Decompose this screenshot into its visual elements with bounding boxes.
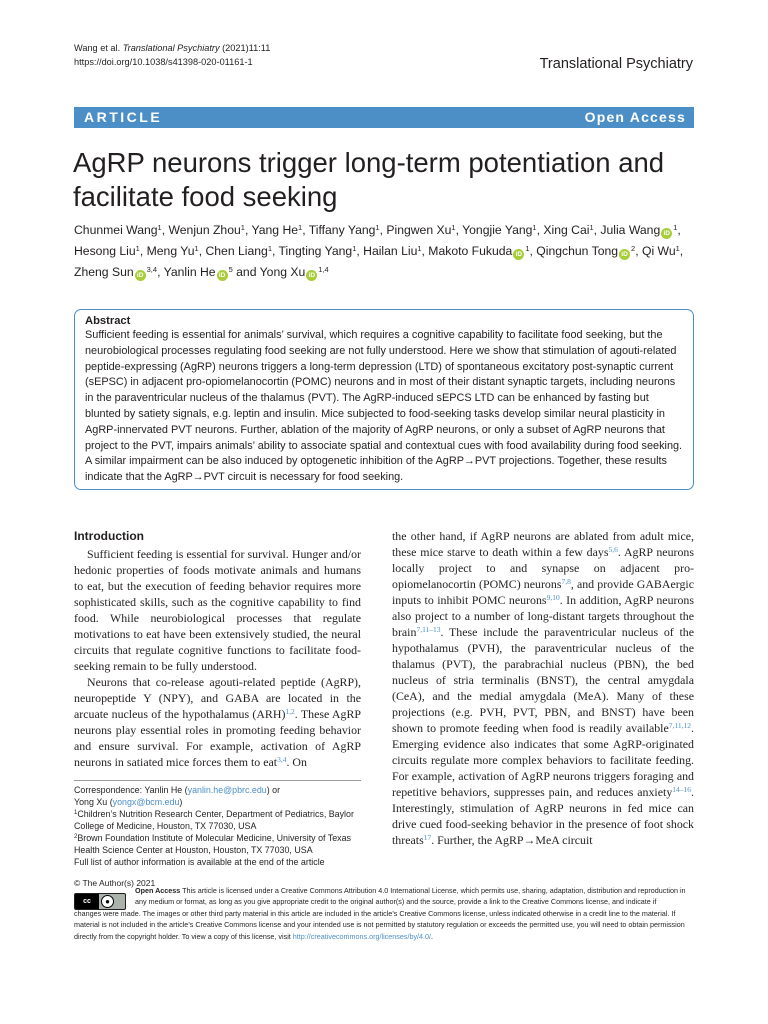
reference-link[interactable]: 5,6 bbox=[608, 545, 618, 554]
text-span: the other hand, if AgRP neurons are ablated from adult mice, these mice starve to death within a few days bbox=[392, 529, 694, 559]
email-link[interactable]: yanlin.he@pbrc.edu bbox=[187, 785, 267, 795]
author-name[interactable]: Julia Wang bbox=[600, 223, 661, 237]
author-affiliation: 3,4 bbox=[146, 265, 158, 274]
cc-label: cc bbox=[75, 894, 99, 909]
author-affiliation: 1 bbox=[298, 223, 303, 232]
abstract-text: Sufficient feeding is essential for animals’ survival, which requires a cognitive capability to facilitate food seeking, but the neurobiological processes regulating food seeking are not fully understood. Here we show that stimulation of agouti-related peptide-expressing (AgRP) neurons triggers a long-term depression (LTD) of spontaneous excitatory post-synaptic current (sEPSC) in adjacent pro-opiomelanocortin (POMC) neurons and in most of their distant synaptic targets, including neurons in the paraventricular nucleus of the thalamus (PVT). The AgRP-induced sEPCS LTD can be enhanced by fasting but blunted by satiety signals, e.g. leptin and insulin. Mice subjected to food-seeking tasks develop similar neural plasticity in AgRP-innervated PVT neurons. Further, ablation of the majority of AgRP neurons, or only a subset of AgRP neurons that project to the PVT, impairs animals’ ability to associate spatial and contextual cues with food availability during food seeking. A similar impairment can be also induced by optogenetic inhibition of the AgRP→PVT projections. Together, these results indicate that the AgRP→PVT circuit is necessary for food seeking. bbox=[85, 329, 683, 484]
open-access-bold: Open Access bbox=[135, 886, 181, 895]
author-affiliation: 2 bbox=[631, 244, 636, 253]
article-banner bbox=[74, 107, 694, 128]
author-name[interactable]: Makoto Fukuda bbox=[428, 244, 513, 258]
author-item bbox=[363, 244, 421, 258]
text-span: . bbox=[431, 931, 434, 941]
text-span: . AgRP neurons locally project to and synapse on adjacent pro-opiomelanocortin (POMC) neurons bbox=[392, 545, 695, 591]
author-name[interactable]: Tingting Yang bbox=[278, 244, 353, 258]
orcid-icon[interactable]: iD bbox=[306, 270, 317, 281]
citation-block bbox=[74, 41, 270, 69]
author-item bbox=[279, 244, 357, 258]
reference-link[interactable]: 9,10 bbox=[546, 593, 560, 602]
doi-link[interactable]: https://doi.org/10.1038/s41398-020-01161-1 bbox=[74, 57, 253, 67]
author-name[interactable]: Wenjun Zhou bbox=[168, 223, 241, 237]
text-span: . Interestingly, stimulation of AgRP neurons in fed mice can drive cued food-seeking behavior in the presence of foot shock threats bbox=[392, 785, 694, 847]
author-item bbox=[164, 265, 233, 279]
author-affiliation: 1 bbox=[525, 244, 530, 253]
author-affiliation: 1 bbox=[194, 244, 199, 253]
reference-link[interactable]: 3,4 bbox=[277, 755, 287, 764]
author-name[interactable]: Hesong Liu bbox=[74, 244, 136, 258]
author-conjunction: and bbox=[236, 265, 260, 279]
author-item bbox=[386, 223, 455, 237]
author-name[interactable]: Zheng Sun bbox=[74, 265, 134, 279]
author-name[interactable]: Xing Cai bbox=[543, 223, 590, 237]
author-name[interactable]: Qingchun Tong bbox=[536, 244, 619, 258]
reference-link[interactable]: 1,2 bbox=[285, 707, 295, 716]
footnote-divider bbox=[74, 780, 361, 781]
email-link[interactable]: yongx@bcm.edu bbox=[112, 797, 180, 807]
citation-line bbox=[74, 41, 270, 55]
reference-link[interactable]: 17 bbox=[423, 833, 432, 842]
author-info-note: Full list of author information is available at the end of the article bbox=[74, 857, 325, 867]
article-title: AgRP neurons trigger long-term potentiation and facilitate food seeking bbox=[73, 147, 665, 212]
author-name[interactable]: Yong Xu bbox=[259, 265, 306, 279]
author-item bbox=[428, 244, 529, 258]
orcid-icon[interactable]: iD bbox=[619, 249, 630, 260]
author-affiliation: 1 bbox=[673, 223, 678, 232]
author-item bbox=[169, 223, 245, 237]
text-span: , and provide GABAergic inputs to inhibit POMC neurons bbox=[392, 577, 694, 607]
orcid-icon[interactable]: iD bbox=[513, 249, 524, 260]
author-item bbox=[74, 244, 140, 258]
author-item bbox=[536, 244, 635, 258]
orcid-icon[interactable]: iD bbox=[135, 270, 146, 281]
author-item bbox=[147, 244, 199, 258]
author-affiliation: 5 bbox=[228, 265, 233, 274]
text-span: . On bbox=[286, 755, 307, 769]
article-type-label: ARTICLE bbox=[84, 109, 163, 125]
text-span: . These include the paraventricular nucleus of the hypothalamus (PVH), the paraventricular nucleus of the thalamus (PVT), the parabrachial nucleus (PBN), the bed nucleus of stria terminalis (BNST), the central amygdala (CeA), and the medial amygdala (MeA). Many of these projections (e.g. PVH, PVT, PBN, and BNST) have been shown to promote feeding when food is readily available bbox=[392, 625, 694, 735]
author-name[interactable]: Meng Yu bbox=[146, 244, 195, 258]
author-name[interactable]: Chunmei Wang bbox=[74, 223, 158, 237]
author-affiliation: 1 bbox=[267, 244, 272, 253]
affiliation-1 bbox=[74, 808, 364, 832]
author-item bbox=[543, 223, 593, 237]
text-span: ) bbox=[179, 797, 183, 807]
text-span: . In addition, AgRP neurons also project to a number of long-distant targets throughout the brain bbox=[392, 593, 694, 639]
text-span: Brown Foundation Institute of Molecular Medicine, University of Texas Health Science Center at Houston, Houston, TX 77030, USA bbox=[74, 833, 351, 855]
author-name[interactable]: Yang He bbox=[251, 223, 299, 237]
author-affiliation: 1 bbox=[532, 223, 537, 232]
left-column bbox=[74, 528, 361, 770]
text-span: Neurons that co-release agouti-related peptide (AgRP), neuropeptide Y (NPY), and GABA are located in the arcuate nucleus of the hypothalamus (ARH) bbox=[74, 675, 361, 721]
intro-body-left bbox=[74, 546, 361, 770]
author-affiliation: 1 bbox=[157, 223, 162, 232]
author-affiliation: 1 bbox=[240, 223, 245, 232]
text-span: Children’s Nutrition Research Center, Department of Pediatrics, Baylor College of Medicine, Houston, TX 77030, USA bbox=[74, 809, 354, 831]
author-affiliation: 1 bbox=[135, 244, 140, 253]
author-affiliation: 1 bbox=[589, 223, 594, 232]
author-affiliation: 1 bbox=[352, 244, 357, 253]
by-person-icon: ● bbox=[101, 895, 114, 908]
text-span: . Further, the AgRP→MeA circuit bbox=[431, 833, 593, 847]
intro-paragraph-1: Sufficient feeding is essential for survival. Hunger and/or hedonic properties of foods motivate animals and humans to eat, but the execution of feeding behavior requires more sophisticated skills, such as the cognitive capability to find food. While neurobiological processes that regulate motivations to eat have been extensively studied, the neural circuits that regulate cognitive functions to facilitate food-seeking remain to be fully understood. bbox=[74, 547, 361, 673]
author-affiliation: 1 bbox=[375, 223, 380, 232]
reference-link[interactable]: 7,11–13 bbox=[416, 625, 441, 634]
text-span: . Emerging evidence also indicates that some AgRP-originated circuits regulate more complex behaviors to facilitate feeding. For example, activation of AgRP neurons triggers foraging and repetitive behaviors, suppresses pain, and reduces anxiety bbox=[392, 721, 694, 799]
affiliation-number: 2 bbox=[74, 834, 78, 840]
text-span: Correspondence: Yanlin He ( bbox=[74, 785, 188, 795]
open-access-label: Open Access bbox=[584, 109, 686, 125]
license-text-bottom bbox=[74, 908, 696, 942]
introduction-heading: Introduction bbox=[74, 529, 144, 543]
orcid-icon[interactable]: iD bbox=[661, 228, 672, 239]
reference-link[interactable]: 7,8 bbox=[561, 577, 571, 586]
license-url-link[interactable]: http://creativecommons.org/licenses/by/4.0/ bbox=[292, 931, 432, 941]
author-affiliation: 1 bbox=[451, 223, 456, 232]
author-item bbox=[642, 244, 680, 258]
author-affiliation: 1 bbox=[675, 244, 680, 253]
author-name[interactable]: Hailan Liu bbox=[363, 244, 418, 258]
author-item bbox=[74, 223, 162, 237]
footnotes bbox=[74, 784, 364, 868]
text-span: This article is licensed under a Creative Commons Attribution 4.0 International License, which permits use, sharing, adaptation, distribution and reproduction in any medium or format, as long as you give appropriate credit to the original author(s) and the source, provide a link to the Creative Commons license, and indicate if bbox=[135, 886, 686, 907]
text-span: Yong Xu ( bbox=[74, 797, 113, 807]
citation-authors: Wang et al. bbox=[74, 43, 121, 53]
affiliation-2 bbox=[74, 832, 364, 856]
abstract-heading: Abstract bbox=[85, 315, 131, 327]
author-item bbox=[74, 265, 157, 279]
intro-body-right bbox=[392, 528, 694, 848]
affiliation-number: 1 bbox=[74, 810, 78, 816]
author-item bbox=[205, 244, 272, 258]
right-column bbox=[392, 528, 694, 848]
citation-journal: Translational Psychiatry bbox=[122, 43, 220, 53]
author-affiliation: 1 bbox=[417, 244, 422, 253]
author-name[interactable]: Yongjie Yang bbox=[462, 223, 533, 237]
author-item bbox=[462, 223, 536, 237]
author-name[interactable]: Tiffany Yang bbox=[308, 223, 376, 237]
text-span: . These AgRP neurons play essential roles in promoting feeding behavior and ensure survival. For example, activation of AgRP neurons in satiated mice forces them to eat bbox=[74, 707, 362, 769]
copyright-line: © The Author(s) 2021 bbox=[74, 878, 156, 888]
reference-link[interactable]: 7,11,12 bbox=[668, 721, 692, 730]
abstract-box bbox=[74, 309, 694, 490]
author-affiliation: 1,4 bbox=[318, 265, 329, 274]
text-span: ) or bbox=[266, 785, 281, 795]
author-list: Chunmei Wang$^1$, Wenjun Zhou$^1$, Yang He$^1$, Tiffany Yang$^1$, Pingwen Xu$^1$, Yongjie Yang$^1$, Xing Cai$^1$, Julia Wang $iD^1$, Hesong Liu$^1$, Meng Yu$^1$, Chen Liang$^1$, Tingting Yang$^1$, Hailan Liu$^1$, Makoto Fukuda $iD^1$, Qingchun Tong $iD^2$, Qi Wu$^1$, Zheng Sun iD$^{3,4}$, Yanlin He $iD^5$ and Yong Xu iD$^{1,4}$ bbox=[74, 223, 684, 279]
author-name[interactable]: Pingwen Xu bbox=[386, 223, 452, 237]
reference-link[interactable]: 14–16 bbox=[672, 785, 692, 794]
author-name[interactable]: Chen Liang bbox=[205, 244, 268, 258]
correspondence-line bbox=[74, 784, 364, 796]
text-span: changes were made. The images or other third party material in this article are included in the article’s Creative Commons license, unless indicated otherwise in a credit line to the material. If material is not included in the article’s Creative Commons license and your intended use is not permitted by statutory regulation or exceeds the permitted use, you will need to obtain permission directly from the copyright holder. To view a copy of this license, visit bbox=[74, 909, 685, 941]
license-text-top bbox=[135, 885, 695, 908]
author-item bbox=[309, 223, 380, 237]
author-item bbox=[260, 265, 329, 279]
author-item bbox=[600, 223, 677, 237]
journal-name: Translational Psychiatry bbox=[539, 56, 693, 72]
correspondence-line-2 bbox=[74, 796, 364, 808]
author-item bbox=[252, 223, 303, 237]
author-name[interactable]: Qi Wu bbox=[641, 244, 676, 258]
orcid-icon[interactable]: iD bbox=[217, 270, 228, 281]
intro-paragraph-continued bbox=[392, 528, 694, 848]
author-name[interactable]: Yanlin He bbox=[163, 265, 216, 279]
intro-paragraph-2 bbox=[74, 674, 361, 770]
citation-volume: (2021)11:11 bbox=[222, 43, 271, 53]
